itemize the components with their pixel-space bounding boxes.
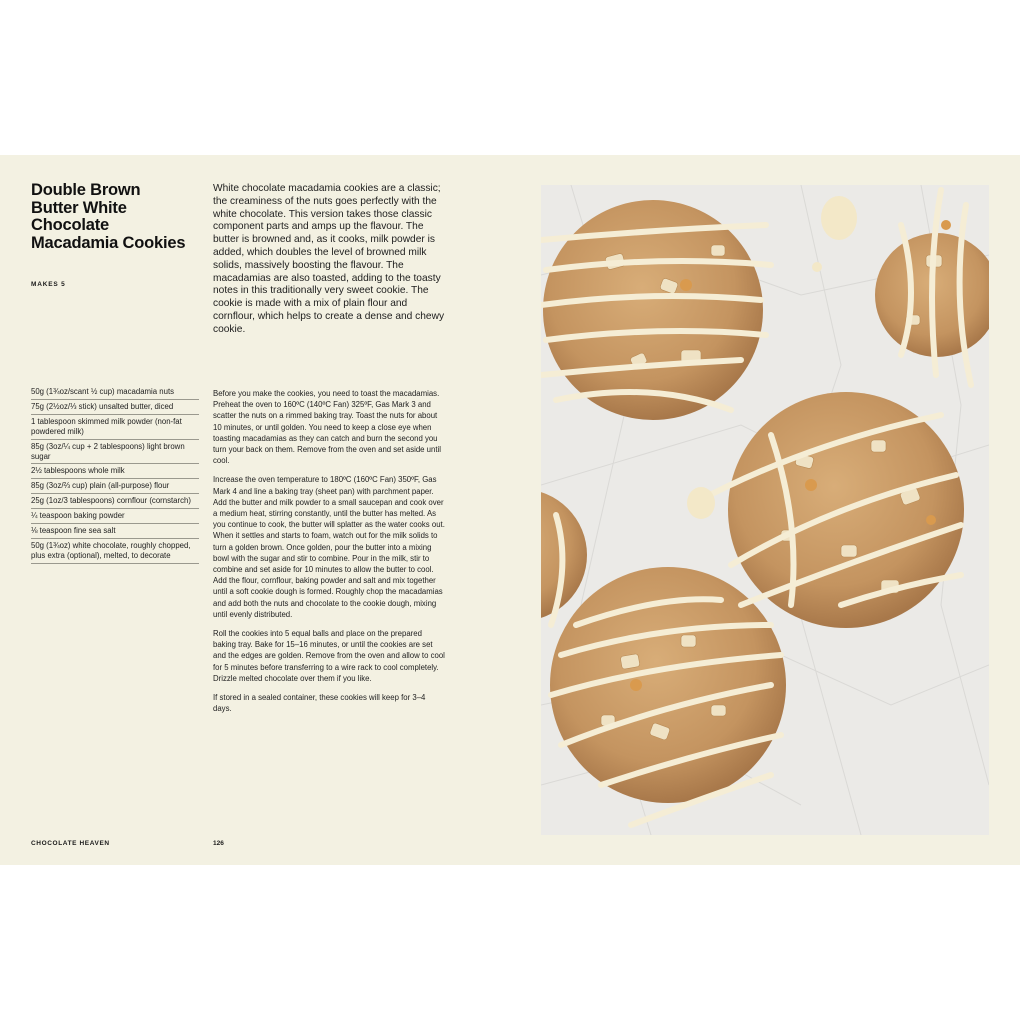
method-step: Increase the oven temperature to 180ºC (160ºC Fan) 350ºF, Gas Mark 4 and line a baking tray (sheet pan) with parchment paper. Add the butter and milk powder to a small saucepan and cook over a medium heat, stirring constantly, until the butter has melted. As you continue to cook, the butter will splatter as the water cooks out. When it settles and starts to foam, watch out for the milk solids to turn a golden brown. Once golden, pour the butter into a mixing bowl with the sugar and stir to combine. Pour in the milk, stir to combine and set aside for 10 minutes to allow the butter to cool. Add the flour, cornflour, baking powder and salt and mix together until a soft cookie dough is formed. Roughly chop the macadamias and add both the nuts and chocolate to the cookie dough, mixing until evenly distributed. (213, 475, 445, 619)
ingredient-item: 85g (3oz/⅔ cup) plain (all-purpose) flour (31, 479, 199, 494)
ingredient-item: 50g (1¾oz/scant ½ cup) macadamia nuts (31, 385, 199, 400)
ingredients-list (31, 385, 199, 564)
ingredient-item: 1 tablespoon skimmed milk powder (non-fat powdered milk) (31, 415, 199, 440)
recipe-intro: White chocolate macadamia cookies are a classic; the creaminess of the nuts goes perfectly with the white chocolate. This version takes those classic component parts and amps up the flavour. The butter is browned and, as it cooks, milk powder is added, which doubles the level of browned milk solids, massively boosting the flavour. The macadamias are also toasted, adding to the toasty notes in this traditionally very sweet cookie. The cookie is made with a mix of plain flour and cornflour, which helps to create a dense and chewy cookie. (213, 183, 445, 335)
ingredient-item: 85g (3oz/¼ cup + 2 tablespoons) light brown sugar (31, 440, 199, 465)
recipe-title: Double Brown Butter White Chocolate Macadamia Cookies (31, 181, 186, 252)
recipe-yield: MAKES 5 (31, 281, 66, 288)
ingredient-item: 25g (1oz/3 tablespoons) cornflour (cornstarch) (31, 494, 199, 509)
ingredient-item: ¼ teaspoon baking powder (31, 509, 199, 524)
method-step: Roll the cookies into 5 equal balls and place on the prepared baking tray. Bake for 15–16 minutes, or until the cookies are set and the edges are golden. Remove from the oven and allow to cool for 5 minutes before transferring to a wire rack to cool completely. Drizzle melted chocolate over them if you like. (213, 629, 445, 683)
running-footer-section: CHOCOLATE HEAVEN (31, 840, 110, 847)
method-step: If stored in a sealed container, these cookies will keep for 3–4 days. (213, 693, 426, 714)
page-number: 126 (213, 840, 224, 847)
cookie-photo (541, 185, 989, 835)
method-steps (213, 388, 445, 722)
ingredient-item: ⅛ teaspoon fine sea salt (31, 524, 199, 539)
method-step: Before you make the cookies, you need to toast the macadamias. Preheat the oven to 160ºC (140ºC Fan) 325ºF, Gas Mark 3 and scatter the nuts on a rimmed baking tray. Toast the nuts for about 10 minutes, or until golden. You need to keep a close eye when toasting macadamias as they can catch and burn the second you turn your back on them. Remove from the oven and set aside until cool. (213, 389, 441, 466)
ingredient-item: 2½ tablespoons whole milk (31, 464, 199, 479)
ingredient-item: 50g (1¾oz) white chocolate, roughly chopped, plus extra (optional), melted, to decorate (31, 539, 199, 564)
ingredient-item: 75g (2½oz/⅓ stick) unsalted butter, diced (31, 400, 199, 415)
book-spread (0, 155, 1020, 865)
